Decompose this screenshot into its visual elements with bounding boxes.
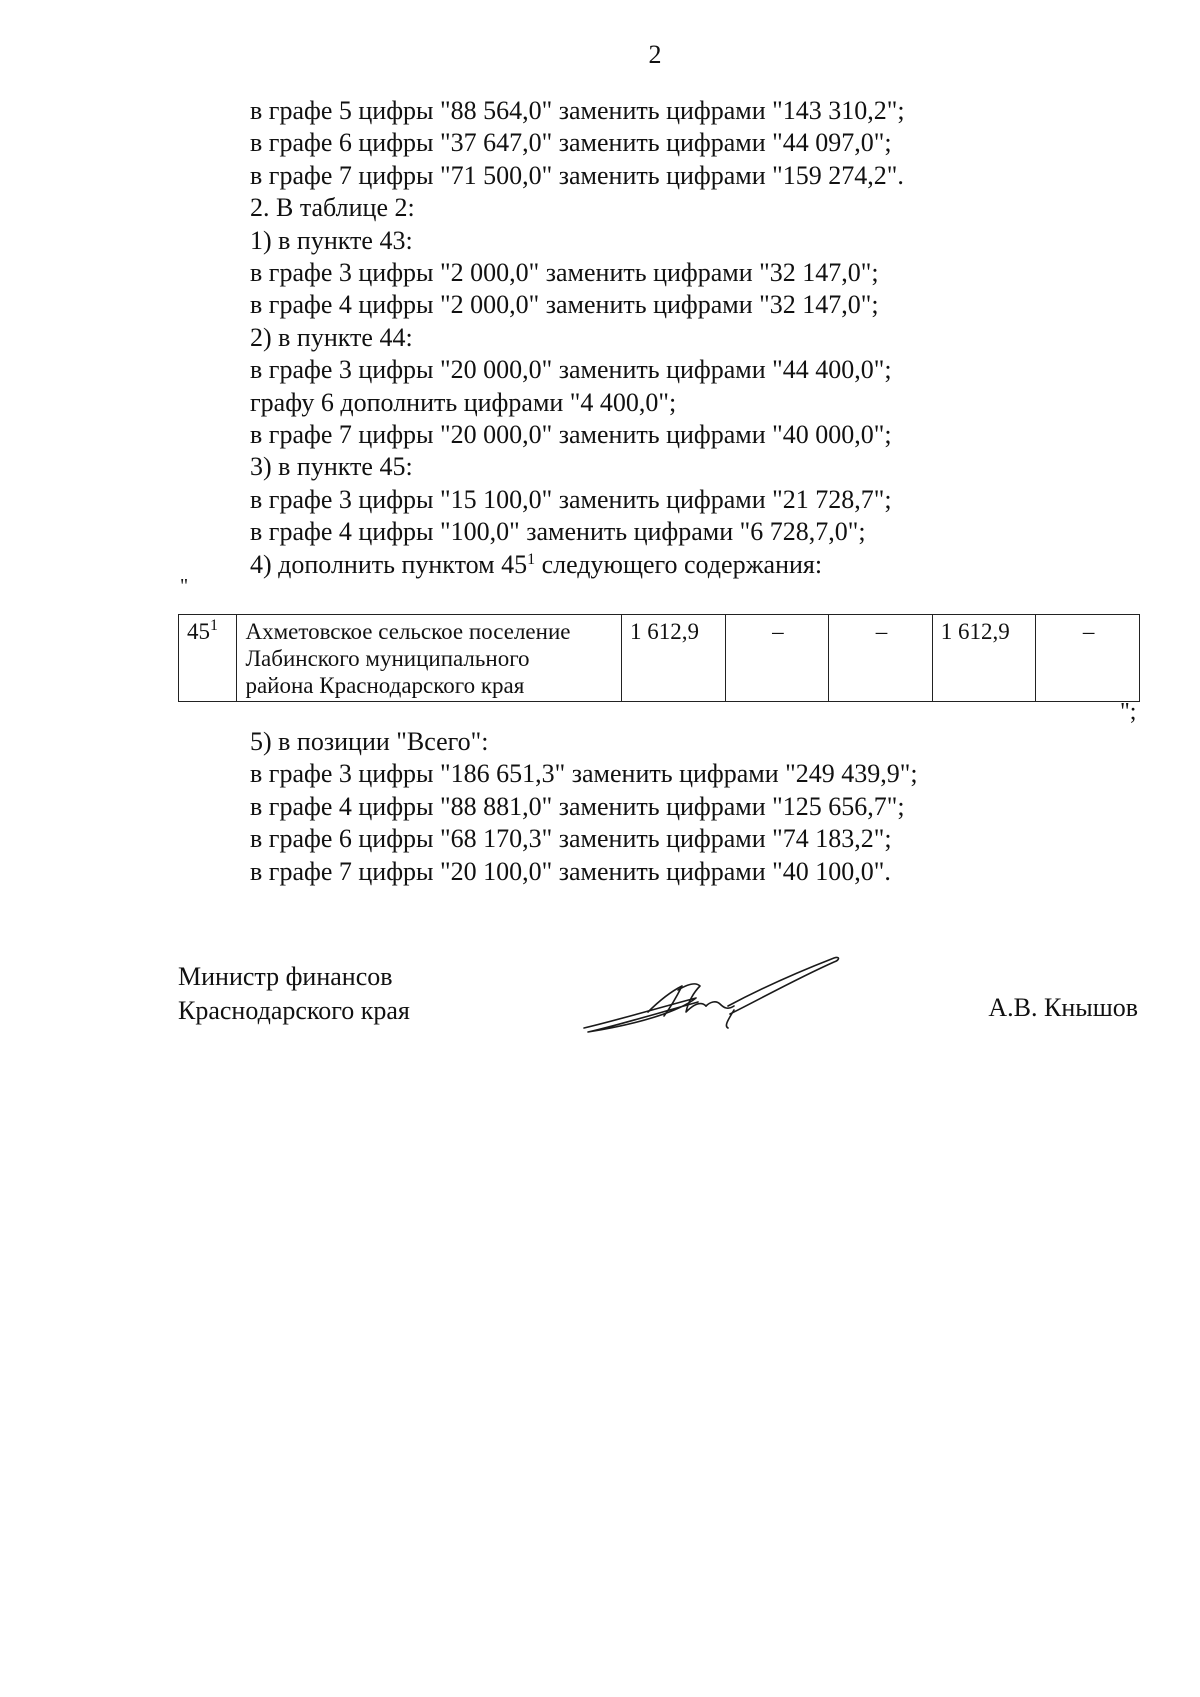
cell-col5: –	[829, 615, 933, 702]
text-line: в графе 3 цифры "186 651,3" заменить цифрами "249 439,9";	[250, 759, 918, 789]
text-line: 5) в позиции "Всего":	[250, 727, 489, 756]
name-line: Ахметовское сельское поселение	[245, 619, 571, 644]
item4-line	[250, 549, 905, 581]
text-line: в графе 4 цифры "2 000,0" заменить цифрами "32 147,0";	[250, 290, 879, 320]
name-line: Лабинского муниципального	[245, 646, 530, 671]
position-line: Краснодарского края	[178, 996, 410, 1025]
item4-before: 4) дополнить пунктом 45	[250, 549, 528, 579]
text-line: 2. В таблице 2:	[250, 193, 415, 223]
text-line: в графе 7 цифры "20 000,0" заменить цифрами "40 000,0";	[250, 420, 892, 450]
text-line: в графе 5 цифры "88 564,0" заменить цифрами "143 310,2";	[250, 96, 905, 125]
item4-after: следующего содержания:	[535, 549, 823, 579]
name-line: района Краснодарского края	[245, 673, 525, 698]
amendments-bottom	[250, 726, 918, 888]
position-line: Министр финансов	[178, 962, 393, 991]
text-line: в графе 7 цифры "20 100,0" заменить цифрами "40 100,0".	[250, 856, 891, 886]
cell-number	[179, 615, 237, 702]
text-line: графу 6 дополнить цифрами "4 400,0";	[250, 387, 677, 417]
item4-sup: 1	[527, 550, 536, 568]
row-number-sup: 1	[210, 617, 218, 634]
text-line: в графе 3 цифры "15 100,0" заменить цифрами "21 728,7";	[250, 484, 892, 514]
amendment-table	[178, 614, 1140, 702]
text-line: 2) в пункте 44:	[250, 322, 413, 352]
cell-name	[237, 615, 622, 702]
amendments-top	[250, 95, 905, 581]
text-line: в графе 6 цифры "37 647,0" заменить цифрами "44 097,0";	[250, 128, 892, 158]
text-line: в графе 4 цифры "88 881,0" заменить цифрами "125 656,7";	[250, 791, 905, 821]
open-quote: "	[180, 575, 189, 597]
close-quote: ";	[1120, 699, 1137, 725]
cell-col6: 1 612,9	[932, 615, 1036, 702]
text-line: в графе 6 цифры "68 170,3" заменить цифрами "74 183,2";	[250, 824, 892, 854]
signer-position	[178, 960, 410, 1028]
cell-col7: –	[1036, 615, 1140, 702]
table-row	[179, 615, 1140, 702]
signer-name: А.В. Кнышов	[988, 993, 1138, 1022]
cell-col3: 1 612,9	[622, 615, 726, 702]
text-line: в графе 7 цифры "71 500,0" заменить цифрами "159 274,2".	[250, 160, 904, 190]
text-line: в графе 3 цифры "20 000,0" заменить цифрами "44 400,0";	[250, 355, 892, 385]
row-number: 45	[187, 619, 210, 644]
cell-col4: –	[725, 615, 829, 702]
page-number: 2	[648, 40, 662, 69]
handwritten-signature	[578, 950, 858, 1040]
text-line: 1) в пункте 43:	[250, 225, 413, 255]
text-line: в графе 3 цифры "2 000,0" заменить цифрами "32 147,0";	[250, 258, 879, 288]
text-line: в графе 4 цифры "100,0" заменить цифрами "6 728,7,0";	[250, 517, 866, 547]
text-line: 3) в пункте 45:	[250, 452, 413, 482]
